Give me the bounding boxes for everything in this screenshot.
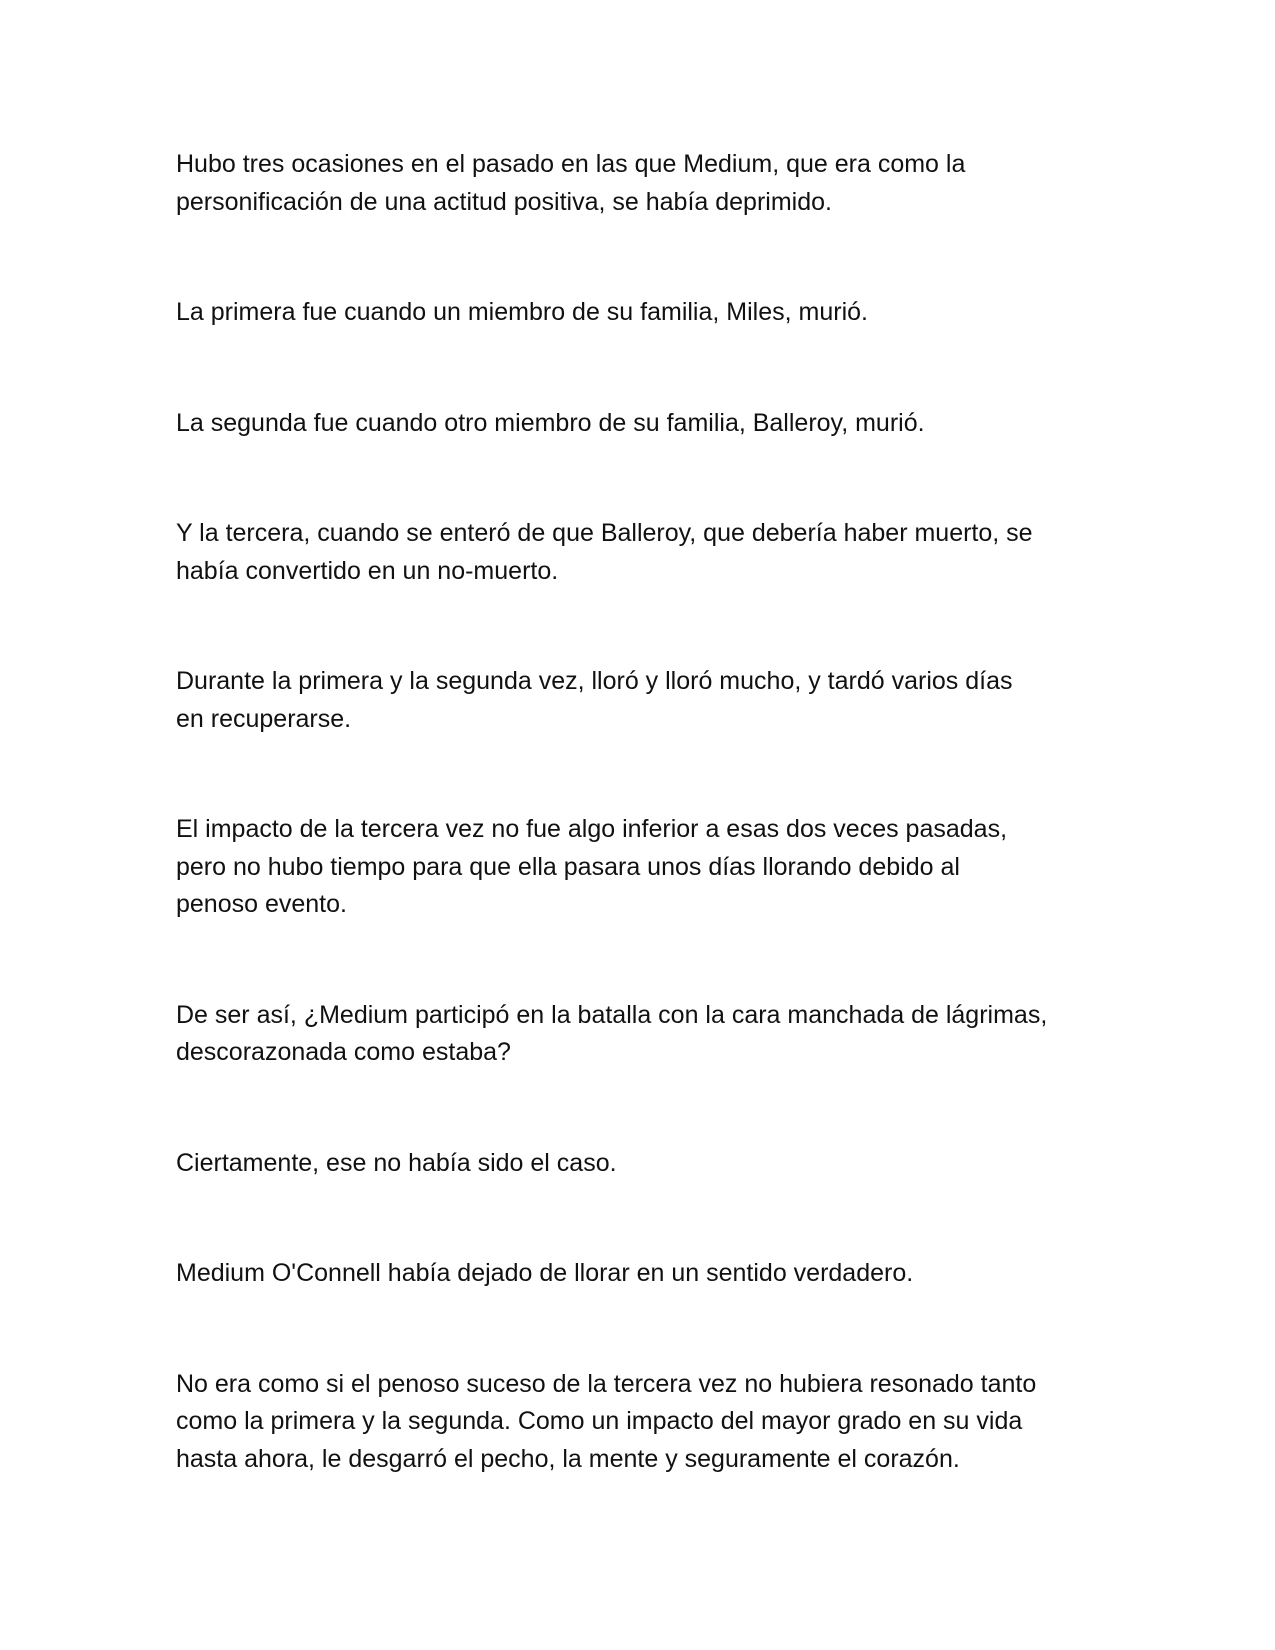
paragraph-6: El impacto de la tercera vez no fue algo inferior a esas dos veces pasadas, pero no hubo tiempo para que ella pasara unos días llorando debido al penoso evento. — [176, 815, 1008, 918]
paragraph-10: No era como si el penoso suceso de la tercera vez no hubiera resonado tanto como la primera y la segunda. Como un impacto del mayor grado en su vida hasta ahora, le desgarró el pecho, la mente y seguramente el corazón. — [176, 1369, 1037, 1473]
paragraph-5: Durante la primera y la segunda vez, lloró y lloró mucho, y tardó varios días en recuperarse. — [176, 667, 1013, 733]
paragraph-3: La segunda fue cuando otro miembro de su familia, Balleroy, murió. — [176, 408, 925, 437]
paragraph-7: De ser así, ¿Medium participó en la batalla con la cara manchada de lágrimas, descorazonada como estaba? — [176, 1000, 1048, 1066]
paragraph-9: Medium O'Connell había dejado de llorar en un sentido verdadero. — [176, 1259, 914, 1287]
paragraph-4: Y la tercera, cuando se enteró de que Balleroy, que debería haber muerto, se había convertido en un no-muerto. — [176, 519, 1033, 585]
document-body — [176, 146, 1106, 1478]
paragraph-1: Hubo tres ocasiones en el pasado en las que Medium, que era como la personificación de una actitud positiva, se había deprimido. — [176, 150, 966, 216]
paragraph-2: La primera fue cuando un miembro de su familia, Miles, murió. — [176, 298, 868, 326]
paragraph-8: Ciertamente, ese no había sido el caso. — [176, 1148, 617, 1177]
